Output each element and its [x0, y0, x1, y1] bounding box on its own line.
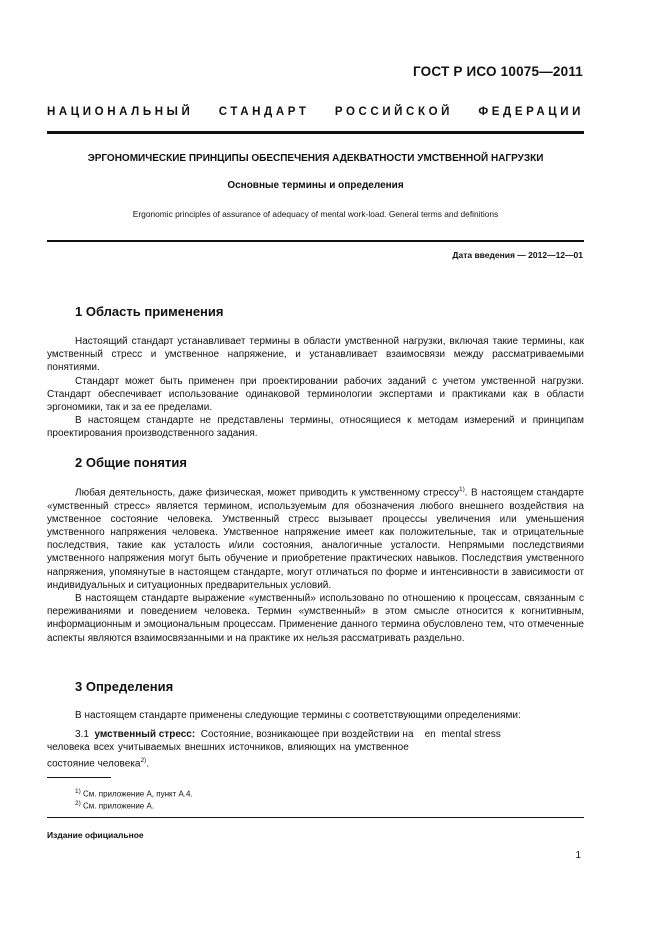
paragraph-text: Любая деятельность, даже физическая, может приводить к умственному стрессу [75, 487, 460, 499]
footnote-text: См. приложение А. [83, 801, 155, 811]
footnote-ref[interactable]: 1) [459, 486, 465, 493]
banner-word: НАЦИОНАЛЬНЫЙ [47, 106, 194, 118]
title-divider [47, 240, 584, 242]
section-body [47, 335, 584, 441]
paragraph-text: . В настоящем стандарте «умственный стресс» является термином, используемым для обозначения любого внешнего воздействия на умственное состояние человека. Умственный стресс вызывает процессы увеличения или уменьшения умственного напряжения человека. Умственное напряжение имеет как положительные, так и отрицательные последствия, такие как усталость и/или состояния, аналогичные усталости. Непрямыми последствиями умственного напряжения могут быть обучение и приобретение практических навыков. Последствия умственного напряжения, упомянутые в настоящем стандарте, могут отличаться по форме и интенсивности в зависимости от индивидуальных и ситуационных предварительных условий. [47, 487, 584, 591]
header-divider [47, 131, 584, 134]
edition-label: Издание официальное [47, 830, 144, 840]
banner-word: ФЕДЕРАЦИИ [478, 106, 584, 118]
term-definition-text: Состояние, возникающее при воздействии на [200, 729, 414, 740]
section-heading: 2 Общие понятия [75, 455, 187, 470]
paragraph [47, 483, 584, 592]
section-body [47, 709, 584, 722]
term-end: . [146, 758, 149, 770]
paragraph: В настоящем стандарте не представлены термины, относящиеся к методам измерений и принципам проектирования производственного задания. [47, 415, 584, 440]
term-number: 3.1 [75, 729, 89, 740]
paragraph: В настоящем стандарте применены следующие термины с соответствующими определениями: [75, 710, 521, 721]
term-definition [47, 728, 584, 771]
footnote [75, 800, 154, 811]
footnote-ref[interactable]: 2) [140, 757, 147, 765]
term-line: человека всех учитываемых внешних источников, влияющих на умственное [47, 742, 409, 754]
english-title: Ergonomic principles of assurance of adequacy of mental work-load. General terms and definitions [132, 209, 499, 219]
footnote-mark: 2) [75, 800, 81, 807]
term-english: mental stress [441, 729, 501, 740]
national-standard-banner [47, 106, 584, 118]
footnote-divider [47, 777, 111, 778]
banner-word: РОССИЙСКОЙ [334, 106, 453, 118]
section-heading: 1 Область применения [75, 304, 224, 319]
term-name: умственный стресс: [94, 729, 196, 740]
footnote-mark: 1) [75, 788, 81, 795]
banner-word: СТАНДАРТ [218, 106, 310, 118]
term-line [47, 728, 584, 741]
paragraph: Настоящий стандарт устанавливает термины в области умственной нагрузки, включая такие термины, как умственный стресс и умственное напряжение, и устанавливает взаимосвязи между рассматриваемыми понятиями. [47, 336, 584, 374]
term-line [47, 754, 584, 771]
page-number: 1 [575, 850, 581, 861]
section-body [47, 483, 584, 645]
document-subtitle: Основные термины и определения [227, 180, 404, 191]
term-language: en [424, 729, 436, 740]
section-heading: 3 Определения [75, 679, 174, 694]
paragraph: В настоящем стандарте выражение «умственный» использовано по отношению к процессам, связанным с переживаниями и поведением человека. Термин «умственный» в этом смысле относится к когнитивным, информационным и эмоциональным процессам. Применение данного термина обусловлено тем, что отмеченные аспекты являются взаимосвязанными и на практике их нельзя рассматривать раздельно. [47, 592, 584, 644]
footnote-text: См. приложение А, пункт А.4. [83, 789, 193, 799]
term-definition-text: состояние человека [47, 758, 141, 770]
document-title: ЭРГОНОМИЧЕСКИЕ ПРИНЦИПЫ ОБЕСПЕЧЕНИЯ АДЕКВАТНОСТИ УМСТВЕННОЙ НАГРУЗКИ [87, 153, 544, 164]
paragraph: Стандарт может быть применен при проектировании рабочих заданий с учетом умственной нагрузки. Стандарт обеспечивает использование одинаковой терминологии экспертами и практиками как в области эргономики, так и за ее пределами. [47, 375, 584, 414]
footer-divider [47, 817, 584, 818]
footnote [75, 788, 193, 799]
document-id: ГОСТ Р ИСО 10075—2011 [412, 64, 583, 79]
introduction-date: Дата введения — 2012—12—01 [452, 250, 583, 260]
